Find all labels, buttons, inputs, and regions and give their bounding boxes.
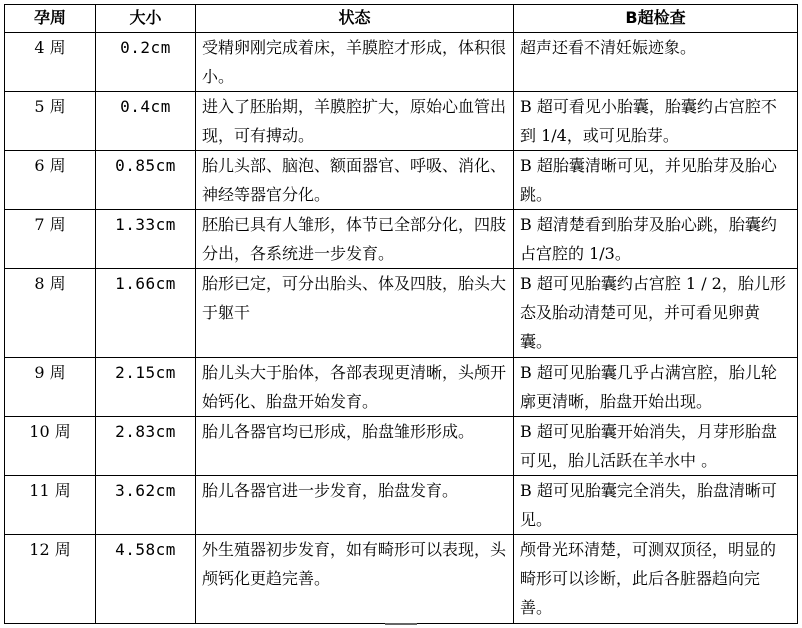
header-state: 状态	[196, 5, 514, 33]
header-bscan: B超检查	[514, 5, 798, 33]
cell-size: 3.62cm	[96, 476, 196, 535]
table-row	[5, 358, 798, 417]
cell-week: 7 周	[5, 210, 96, 269]
cell-bscan: B 超可见胎囊约占宫腔 1 / 2，胎儿形态及胎动清楚可见，并可看见卵黄囊。	[514, 269, 798, 358]
header-size: 大小	[96, 5, 196, 33]
cell-bscan: B 超可看见小胎囊，胎囊约占宫腔不到 1/4，或可见胎芽。	[514, 92, 798, 151]
cell-size: 1.66cm	[96, 269, 196, 358]
table-row	[5, 92, 798, 151]
pregnancy-week-table	[4, 4, 798, 624]
cell-state: 胚胎已具有人雏形，体节已全部分化，四肢分出，各系统进一步发育。	[196, 210, 514, 269]
cell-size: 2.15cm	[96, 358, 196, 417]
cell-bscan: B 超可见胎囊完全消失，胎盘清晰可见。	[514, 476, 798, 535]
table-row	[5, 210, 798, 269]
table-row	[5, 269, 798, 358]
cell-week: 10 周	[5, 417, 96, 476]
cell-size: 0.2cm	[96, 33, 196, 92]
cell-week: 6 周	[5, 151, 96, 210]
table-header-row	[5, 5, 798, 33]
cell-state: 受精卵刚完成着床，羊膜腔才形成，体积很小。	[196, 33, 514, 92]
cell-bscan: B 超可见胎囊几乎占满宫腔，胎儿轮廓更清晰，胎盘开始出现。	[514, 358, 798, 417]
table-row	[5, 33, 798, 92]
cell-state: 进入了胚胎期，羊膜腔扩大，原始心血管出现，可有搏动。	[196, 92, 514, 151]
cell-size: 1.33cm	[96, 210, 196, 269]
cell-bscan: B 超可见胎囊开始消失，月芽形胎盘可见，胎儿活跃在羊水中 。	[514, 417, 798, 476]
page-break-mark	[385, 623, 417, 625]
document-page	[4, 4, 797, 624]
cell-week: 11 周	[5, 476, 96, 535]
cell-bscan: B 超清楚看到胎芽及胎心跳，胎囊约占宫腔的 1/3。	[514, 210, 798, 269]
cell-state: 外生殖器初步发育，如有畸形可以表现，头颅钙化更趋完善。	[196, 535, 514, 624]
table-row	[5, 476, 798, 535]
cell-week: 9 周	[5, 358, 96, 417]
table-row	[5, 151, 798, 210]
header-week: 孕周	[5, 5, 96, 33]
cell-state: 胎儿各器官进一步发育，胎盘发育。	[196, 476, 514, 535]
cell-state: 胎儿各器官均已形成，胎盘雏形形成。	[196, 417, 514, 476]
cell-bscan: 超声还看不清妊娠迹象。	[514, 33, 798, 92]
cell-week: 5 周	[5, 92, 96, 151]
cell-bscan: B 超胎囊清晰可见，并见胎芽及胎心跳。	[514, 151, 798, 210]
cell-bscan: 颅骨光环清楚，可测双顶径，明显的畸形可以诊断，此后各脏器趋向完善。	[514, 535, 798, 624]
cell-week: 12 周	[5, 535, 96, 624]
table-row	[5, 535, 798, 624]
cell-week: 4 周	[5, 33, 96, 92]
cell-size: 0.4cm	[96, 92, 196, 151]
cell-state: 胎形已定，可分出胎头、体及四肢，胎头大于躯干	[196, 269, 514, 358]
cell-size: 0.85cm	[96, 151, 196, 210]
cell-size: 2.83cm	[96, 417, 196, 476]
cell-state: 胎儿头大于胎体，各部表现更清晰，头颅开始钙化、胎盘开始发育。	[196, 358, 514, 417]
cell-size: 4.58cm	[96, 535, 196, 624]
cell-state: 胎儿头部、脑泡、额面器官、呼吸、消化、神经等器官分化。	[196, 151, 514, 210]
table-row	[5, 417, 798, 476]
cell-week: 8 周	[5, 269, 96, 358]
